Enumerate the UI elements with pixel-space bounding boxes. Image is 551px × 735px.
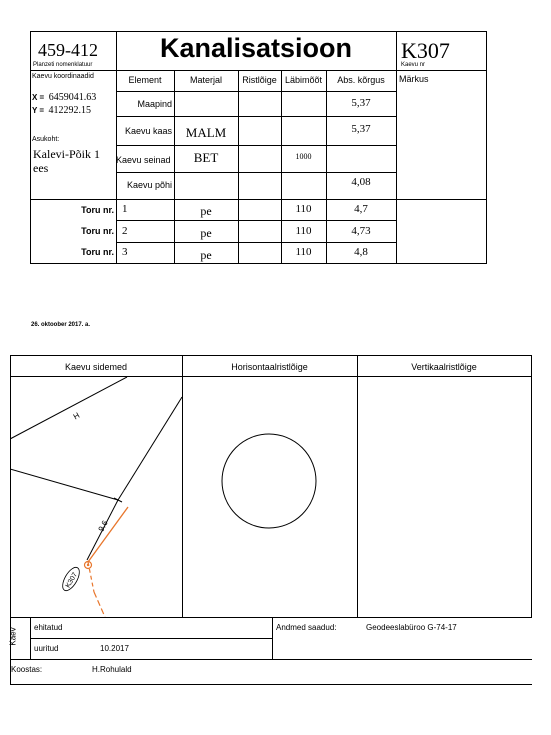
pipe-abs: 4,7 (354, 203, 368, 215)
pipe-abs: 4,73 (351, 225, 371, 237)
col-header-abs: Abs. kõrgus (337, 75, 385, 85)
location-value-1: Kalevi-Põik 1 (33, 147, 100, 161)
pipe-material: pe (200, 226, 212, 240)
divider (116, 242, 396, 243)
author-label: Koostas: (11, 665, 43, 674)
row-element: Kaevu kaas (124, 126, 172, 136)
panel-title-right: Vertikaalristlõige (411, 362, 477, 372)
well-symbol (87, 564, 89, 566)
parcel-line (10, 469, 118, 500)
panel-title-middle: Horisontaalristlõige (231, 362, 308, 372)
parcel-line (10, 377, 127, 439)
divider (272, 617, 273, 659)
col-header-element: Element (128, 75, 162, 85)
divider (396, 31, 397, 199)
row-element: Kaevu põhi (126, 180, 172, 190)
divider (357, 355, 358, 617)
kaev-label: Kaev (8, 627, 18, 646)
coord-y-label: Y = (32, 106, 45, 115)
coord-x-label: X = (32, 93, 45, 102)
pipe-material: pe (200, 248, 212, 262)
row-element: Kaevu seinad (116, 155, 171, 165)
pipe-no: 3 (122, 246, 128, 258)
surveyed-label: uuritud (34, 644, 59, 653)
divider (10, 617, 532, 618)
page-title: Kanalisatsioon (159, 33, 353, 63)
coord-x-value: 6459041.63 (48, 92, 97, 103)
col-header-section: Ristlõige (242, 75, 277, 85)
divider (531, 355, 532, 617)
well-number-label: Kaevu nr (401, 62, 426, 68)
data-from-value: Geodeeslabüroo G-74-17 (366, 623, 457, 632)
pipe-line (88, 507, 128, 562)
built-label: ehitatud (34, 623, 63, 632)
coord-y-value: 412292.15 (48, 105, 92, 116)
well-sketch (10, 377, 182, 617)
divider (116, 116, 396, 117)
sheet-number: 459-412 (38, 40, 98, 60)
divider (116, 31, 117, 71)
pipe-label: Toru nr. (81, 247, 114, 257)
pipe-diameter: 110 (295, 246, 312, 258)
divider (30, 70, 487, 71)
pipe-no: 1 (122, 203, 128, 215)
divider (396, 199, 397, 264)
panel-title-left: Kaevu sidemed (64, 362, 128, 372)
pipe-abs: 4,8 (354, 246, 368, 258)
sketch-h-label: H (71, 410, 82, 422)
well-circle (222, 434, 316, 528)
pipe-label: Toru nr. (81, 226, 114, 236)
pipe-material: pe (200, 204, 212, 218)
row-diameter: 1000 (295, 152, 312, 161)
row-abs: 5,37 (351, 123, 371, 135)
location-label: Asukoht: (32, 136, 60, 143)
divider (238, 70, 239, 264)
divider (10, 659, 532, 660)
pipe-diameter: 110 (295, 203, 312, 215)
notes-header: Märkus (399, 74, 429, 84)
well-number: K307 (401, 38, 450, 63)
divider (116, 220, 396, 221)
divider (116, 172, 396, 173)
coord-y (32, 100, 91, 118)
pipe-no: 2 (122, 225, 128, 237)
data-from-label: Andmed saadud: (276, 623, 337, 632)
well-callout (59, 565, 82, 594)
col-header-material: Materjal (189, 75, 222, 85)
author-value: H.Rohulald (92, 665, 132, 674)
parcel-line (118, 397, 182, 500)
divider (10, 684, 532, 685)
row-material: BET (193, 150, 219, 165)
pipe-diameter: 110 (295, 225, 312, 237)
row-abs: 4,08 (351, 176, 371, 188)
sketch-dim-label: 9.6 (96, 519, 110, 534)
divider (116, 91, 396, 92)
row-material: MALM (185, 125, 227, 140)
sheet-number-label: Planzeti nomenklatuur (33, 62, 93, 68)
divider (30, 638, 272, 639)
divider (116, 145, 396, 146)
row-abs: 5,37 (351, 97, 371, 109)
coords-label: Kaevu koordinaadid (32, 73, 94, 80)
horizontal-section (182, 377, 357, 617)
sketch-well-label: K307 (64, 571, 80, 590)
date-text: 26. oktoober 2017. a. (31, 322, 91, 328)
divider (10, 355, 532, 356)
pipe-line (94, 592, 105, 617)
row-element: Maapind (137, 99, 172, 109)
location-value-2: ees (33, 161, 49, 175)
col-header-diameter: Läbimõõt (284, 75, 323, 85)
divider (30, 199, 487, 200)
surveyed-value: 10.2017 (100, 644, 129, 653)
dimension-tick (114, 498, 122, 502)
pipe-label: Toru nr. (81, 205, 114, 215)
